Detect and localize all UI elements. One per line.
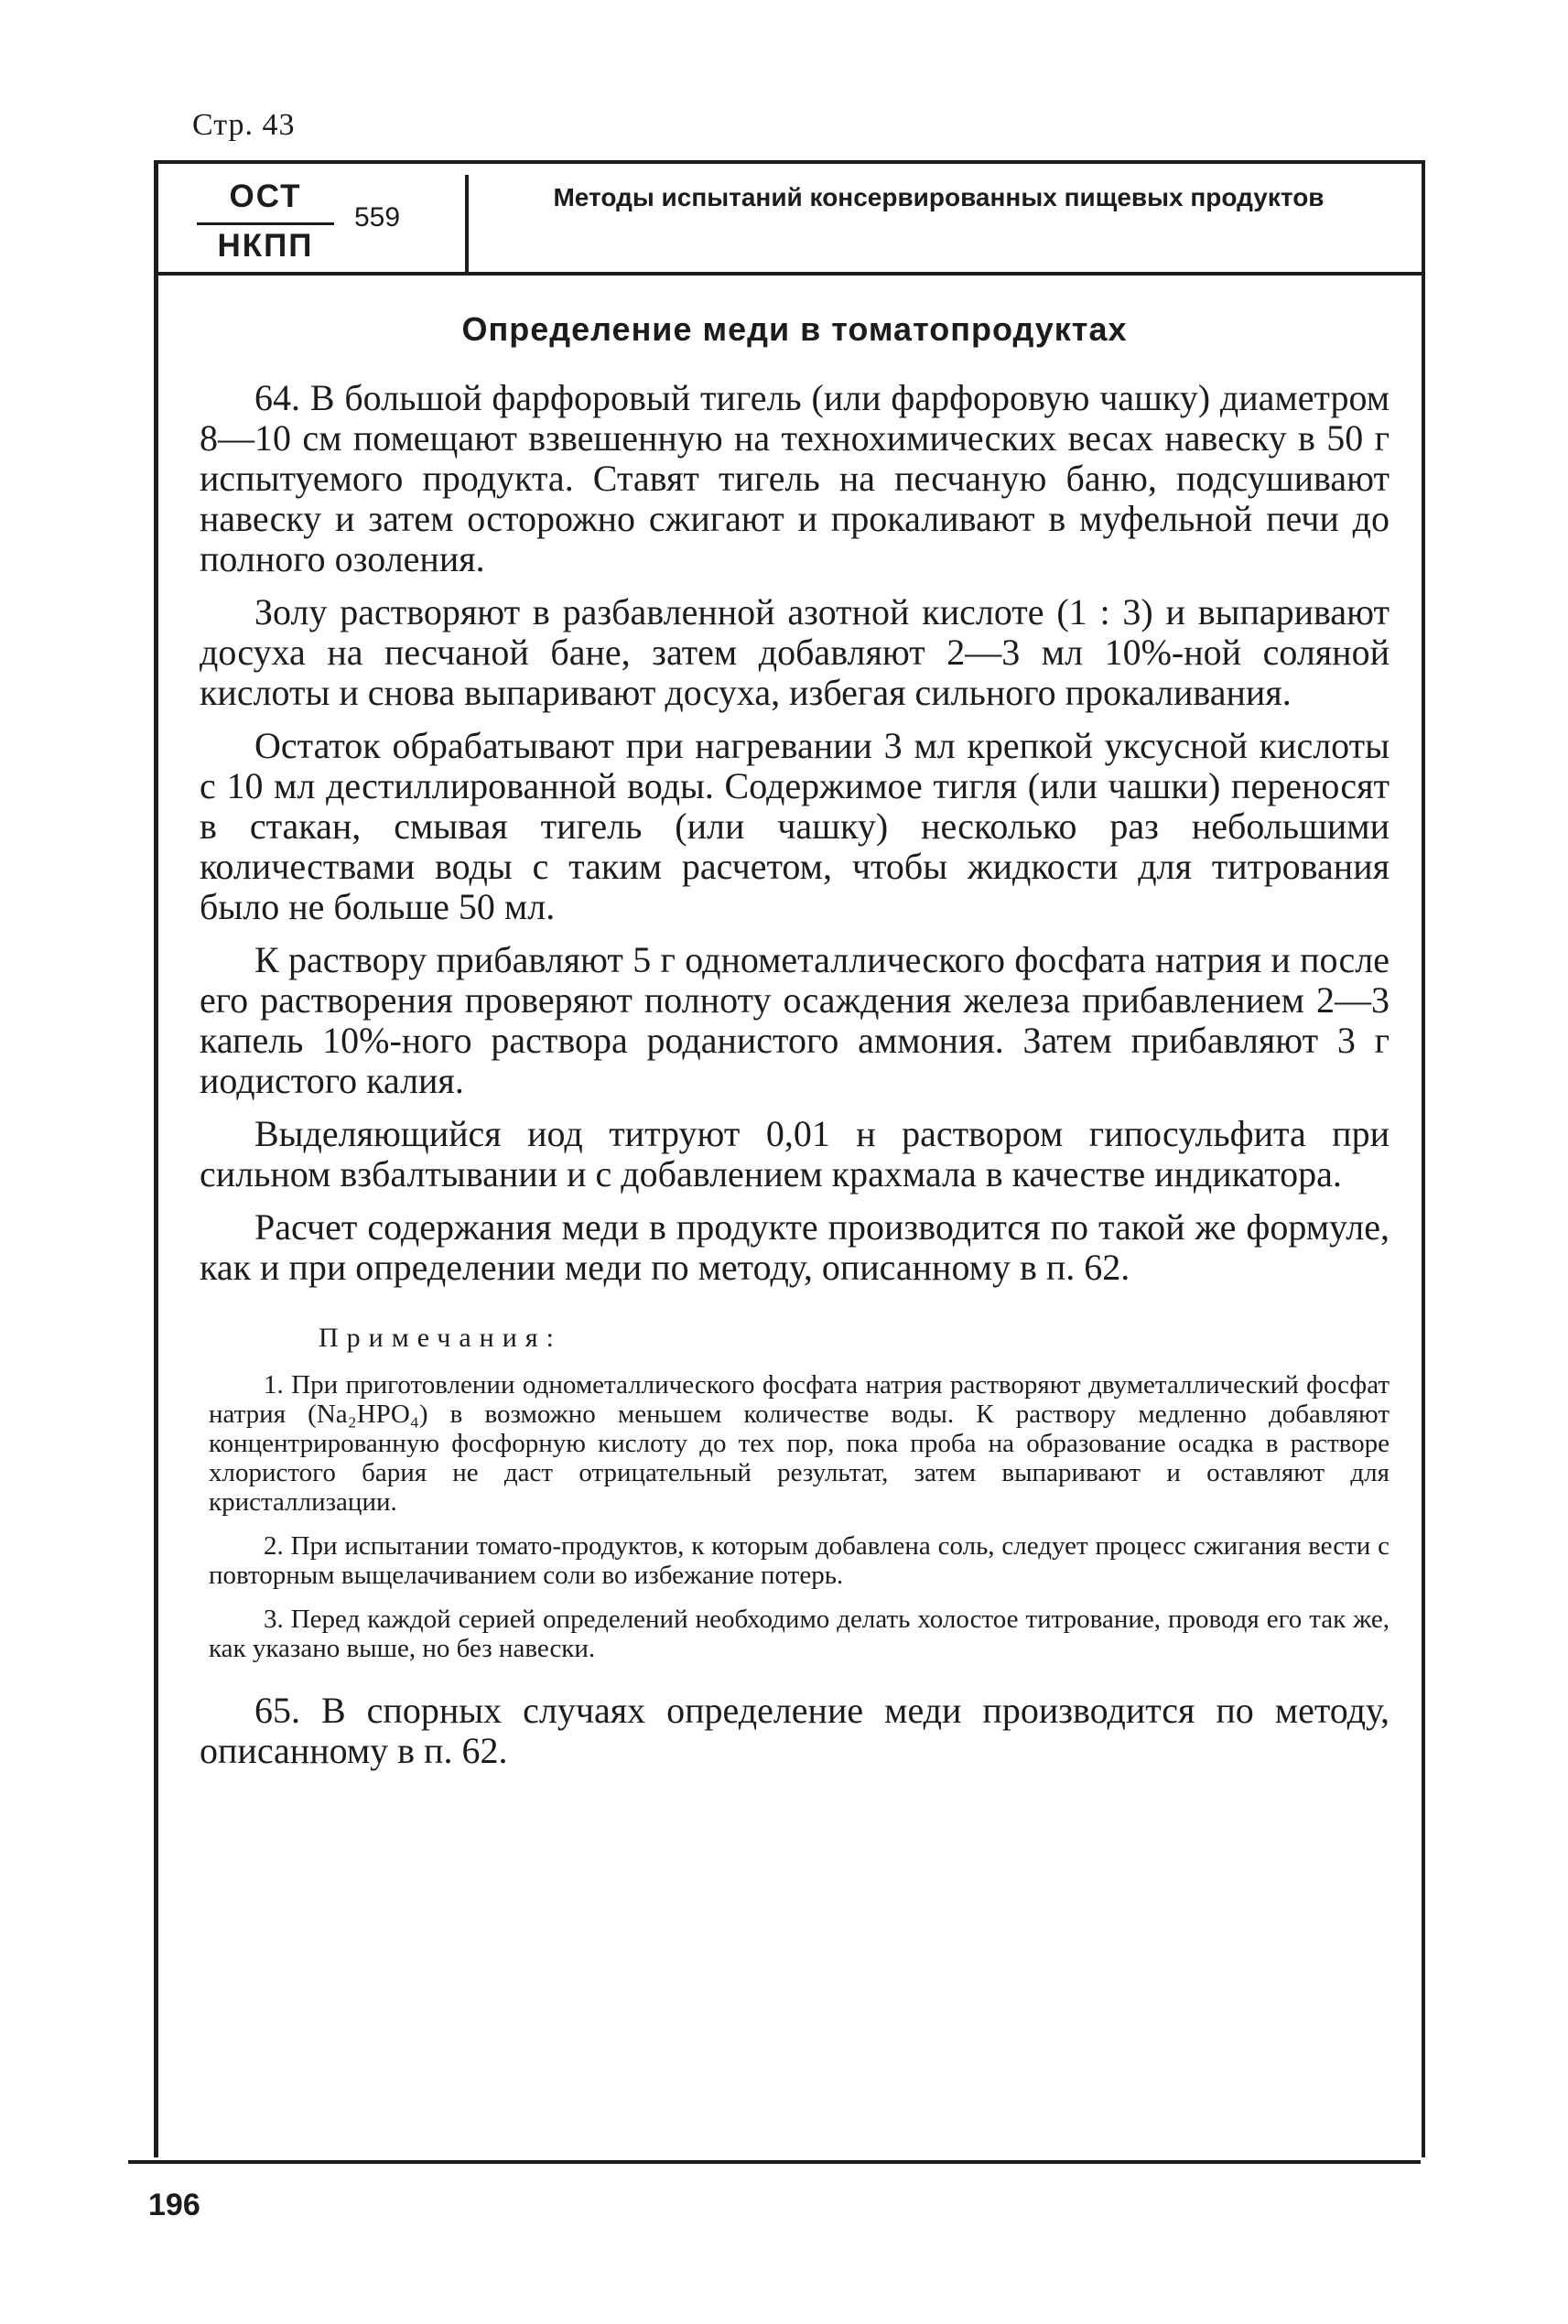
document-frame	[154, 160, 1425, 2157]
standard-designation	[197, 178, 444, 264]
paragraph-residue: Остаток обрабатывают при нагревании 3 мл крепкой уксусной кислоты с 10 мл дестиллированной воды. Содержимое тигля (или чашки) переносят в стакан, смывая тигель (или чашку) несколько раз небольшими количествами воды с таким расчетом, чтобы жидкости для титрования было не больше 50 мл.	[200, 725, 1390, 927]
fraction-line	[197, 222, 334, 225]
ost-label: ОСТ	[229, 178, 302, 214]
note-3: 3. Перед каждой серией определений необходимо делать холостое титрование, проводя его так же, как указано выше, но без навески.	[209, 1605, 1390, 1663]
paragraph-titration: Выделяющийся иод титруют 0,01 н раствором гипосульфита при сильном взбалтывании и с добавлением крахмала в качестве индикатора.	[200, 1113, 1390, 1194]
paragraph-ash: Золу растворяют в разбавленной азотной кислоте (1 : 3) и выпаривают досуха на песчаной бане, затем добавляют 2—3 мл 10%-ной соляной кислоты и снова выпаривают досуха, избегая сильного прокаливания.	[200, 591, 1390, 713]
frame-bottom-rule	[128, 2160, 1421, 2164]
section-title: Определение меди в томатопродуктах	[461, 310, 1128, 348]
note-2: 2. При испытании томато-продуктов, к которым добавлена соль, следует процесс сжигания вести с повторным выщелачиванием соли во избежание потерь.	[209, 1531, 1390, 1590]
page-number: 196	[148, 2188, 200, 2222]
paragraph-64: 64. В большой фарфоровый тигель (или фарфоровую чашку) диаметром 8—10 см помещают взвешенную на технохимических весах навеску в 50 г испытуемого продукта. Ставят тигель на песчаную баню, подсушивают навеску и затем осторожно сжигают и прокаливают в муфельной печи до полного озоления.	[200, 377, 1390, 579]
document-body	[200, 310, 1390, 1784]
standard-number: 559	[354, 202, 401, 232]
document-header	[158, 164, 1422, 276]
paragraph-65: 65. В спорных случаях определение меди производится по методу, описанному в п. 62.	[200, 1690, 1390, 1771]
nkpp-label: НКПП	[217, 228, 314, 264]
paragraph-phosphate: К раствору прибавляют 5 г однометаллического фосфата натрия и после его растворения проверяют полноту осаждения железа прибавлением 2—3 капель 10%-ного раствора роданистого аммония. Затем прибавляют 3 г иодистого калия.	[200, 939, 1390, 1101]
header-title: Методы испытаний консервированных пищевых продуктов	[553, 183, 1325, 211]
paragraph-calculation: Расчет содержания меди в продукте производится по такой же формуле, как и при определении меди по методу, описанному в п. 62.	[200, 1206, 1390, 1288]
header-divider	[465, 175, 469, 272]
page-label: Стр. 43	[192, 108, 296, 142]
notes-heading: Примечания:	[319, 1323, 562, 1353]
note-1: 1. При приготовлении однометаллического фосфата натрия растворяют двуметаллический фосфат натрия (Na₂HPO₄) в возможно меньшем количестве воды. К раствору медленно добавляют концентрированную фосфорную кислоту до тех пор, пока проба на образование осадка в растворе хлористого бария не даст отрицательный результат, затем выпаривают и оставляют для кристаллизации.	[209, 1370, 1390, 1517]
